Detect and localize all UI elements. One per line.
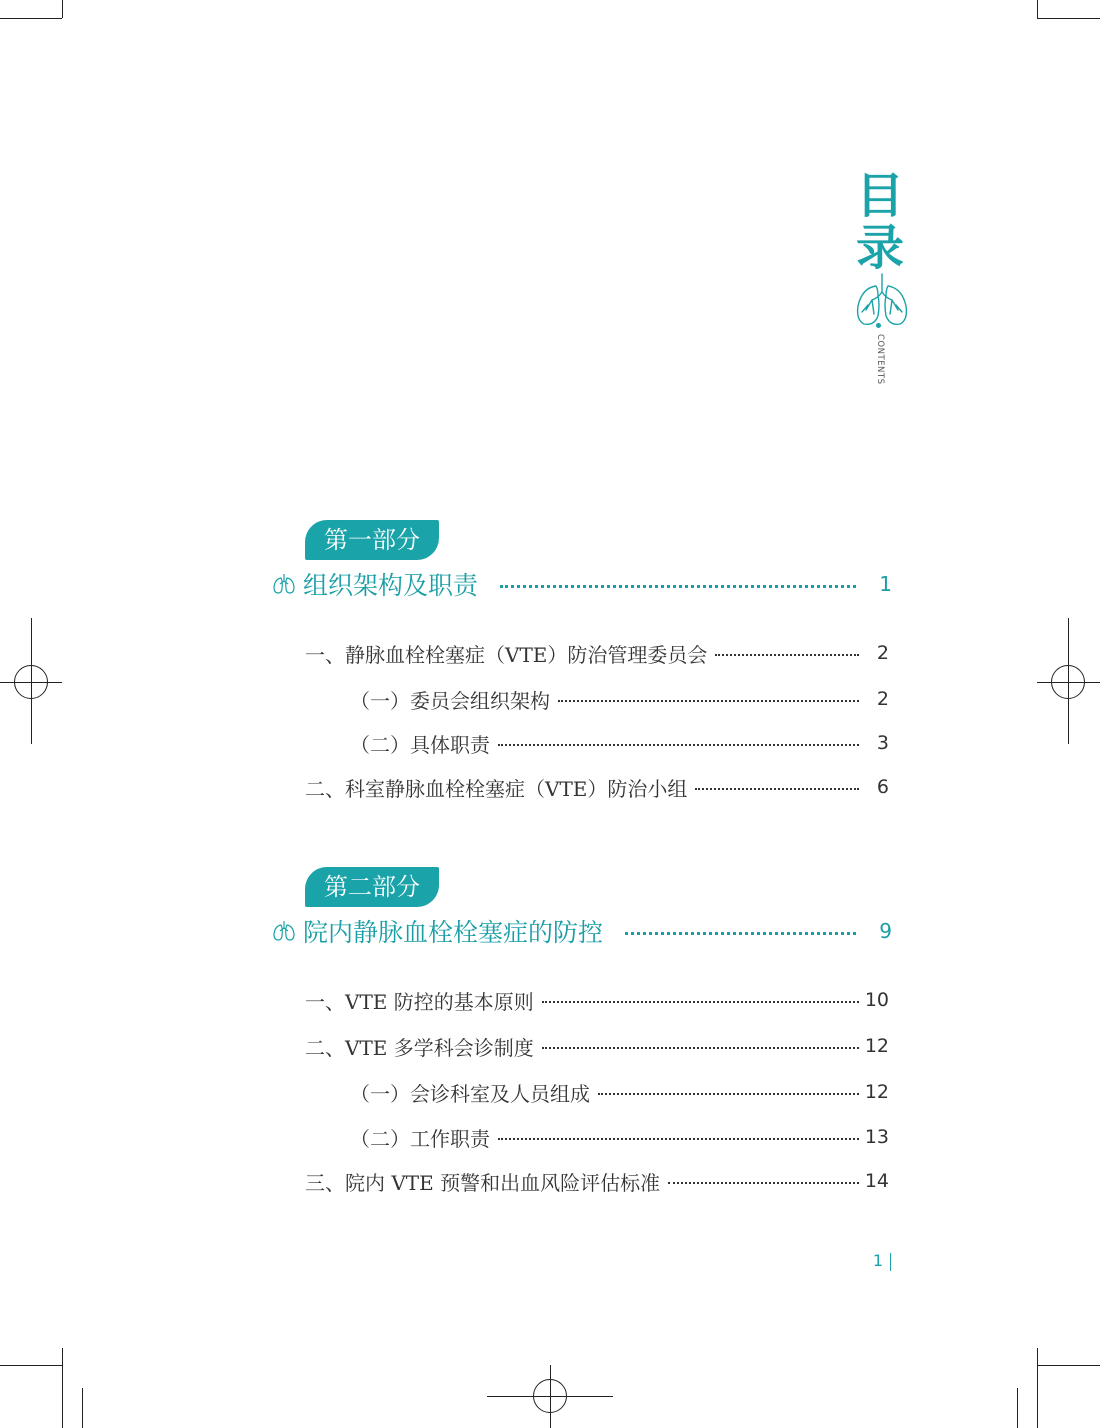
dot-leader (695, 788, 859, 790)
dot-leader (558, 700, 859, 702)
toc-entry-page: 2 (876, 688, 889, 710)
toc-entry-text: （二）具体职责 (350, 732, 490, 757)
toc-entry[interactable] (305, 1166, 889, 1196)
crop-mark-bottom-right-vertical (1037, 1348, 1038, 1428)
toc-entry[interactable] (305, 772, 889, 802)
toc-entry[interactable] (305, 638, 889, 668)
toc-title-char-2: 录 (855, 220, 904, 276)
toc-entry-text: （一）委员会组织架构 (350, 688, 550, 713)
section-heading-link[interactable] (272, 913, 892, 949)
page-number: 1 (879, 572, 892, 596)
dot-leader (498, 744, 859, 746)
registration-mark-left-circle (14, 665, 48, 699)
dot-leader (625, 932, 856, 935)
crop-mark-top-left-vertical (62, 0, 63, 18)
toc-subtitle: CONTENTS (875, 334, 885, 385)
toc-entry[interactable] (350, 1077, 889, 1107)
dot-leader (498, 1138, 859, 1140)
toc-entry-text: 二、科室静脉血栓栓塞症（VTE）防治小组 (305, 776, 688, 801)
toc-entry-text: （一）会诊科室及人员组成 (350, 1081, 590, 1106)
toc-title-char-1: 目 (855, 168, 904, 224)
toc-entry[interactable] (350, 1122, 889, 1152)
toc-entry[interactable] (305, 1031, 889, 1061)
dot-leader (668, 1182, 859, 1184)
toc-entry-page: 14 (864, 1170, 889, 1192)
toc-entry-page: 12 (864, 1035, 889, 1057)
dot-leader (598, 1093, 859, 1095)
toc-entry[interactable] (350, 728, 889, 758)
toc-entry-text: 一、静脉血栓栓塞症（VTE）防治管理委员会 (305, 642, 708, 667)
dot-leader (542, 1001, 859, 1003)
toc-entry-page: 3 (876, 732, 889, 754)
crop-mark-bottom-right-vertical-2 (1017, 1388, 1018, 1428)
part-badge: 第二部分 (305, 867, 439, 907)
crop-mark-top-left-horizontal (0, 18, 62, 19)
crop-mark-bottom-right-horizontal (1037, 1365, 1100, 1366)
section-title: 院内静脉血栓栓塞症的防控 (303, 918, 604, 947)
toc-entry-text: 二、VTE 多学科会诊制度 (305, 1035, 534, 1060)
toc-entry-text: 一、VTE 防控的基本原则 (305, 989, 534, 1014)
crop-mark-bottom-left-horizontal (0, 1365, 62, 1366)
crop-mark-bottom-left-vertical-2 (82, 1388, 83, 1428)
toc-entry[interactable] (305, 985, 889, 1015)
registration-mark-right-circle (1051, 665, 1085, 699)
contents-dot (876, 323, 881, 328)
crop-mark-bottom-left-vertical (62, 1348, 63, 1428)
footer-page-number: 1 (872, 1251, 884, 1270)
registration-mark-bottom-circle (533, 1379, 567, 1413)
section-title: 组织架构及职责 (303, 571, 479, 600)
section-heading-link[interactable] (272, 566, 892, 602)
lungs-icon (272, 573, 296, 595)
dot-leader (542, 1047, 859, 1049)
toc-entry-page: 6 (876, 776, 889, 798)
page-number: 9 (879, 919, 892, 943)
toc-entry-page: 10 (864, 989, 889, 1011)
footer-page-bar (890, 1253, 891, 1271)
lungs-icon (852, 272, 912, 328)
toc-entry-text: 三、院内 VTE 预警和出血风险评估标准 (305, 1170, 661, 1195)
lungs-icon (272, 920, 296, 942)
dot-leader (500, 585, 856, 588)
crop-mark-top-right-horizontal (1037, 18, 1100, 19)
toc-entry-page: 13 (864, 1126, 889, 1148)
toc-title (850, 170, 910, 274)
toc-entry-page: 12 (864, 1081, 889, 1103)
crop-mark-top-right-vertical (1037, 0, 1038, 18)
toc-entry[interactable] (350, 684, 889, 714)
toc-entry-page: 2 (876, 642, 889, 664)
dot-leader (715, 654, 859, 656)
part-badge: 第一部分 (305, 520, 439, 560)
toc-entry-text: （二）工作职责 (350, 1126, 490, 1151)
